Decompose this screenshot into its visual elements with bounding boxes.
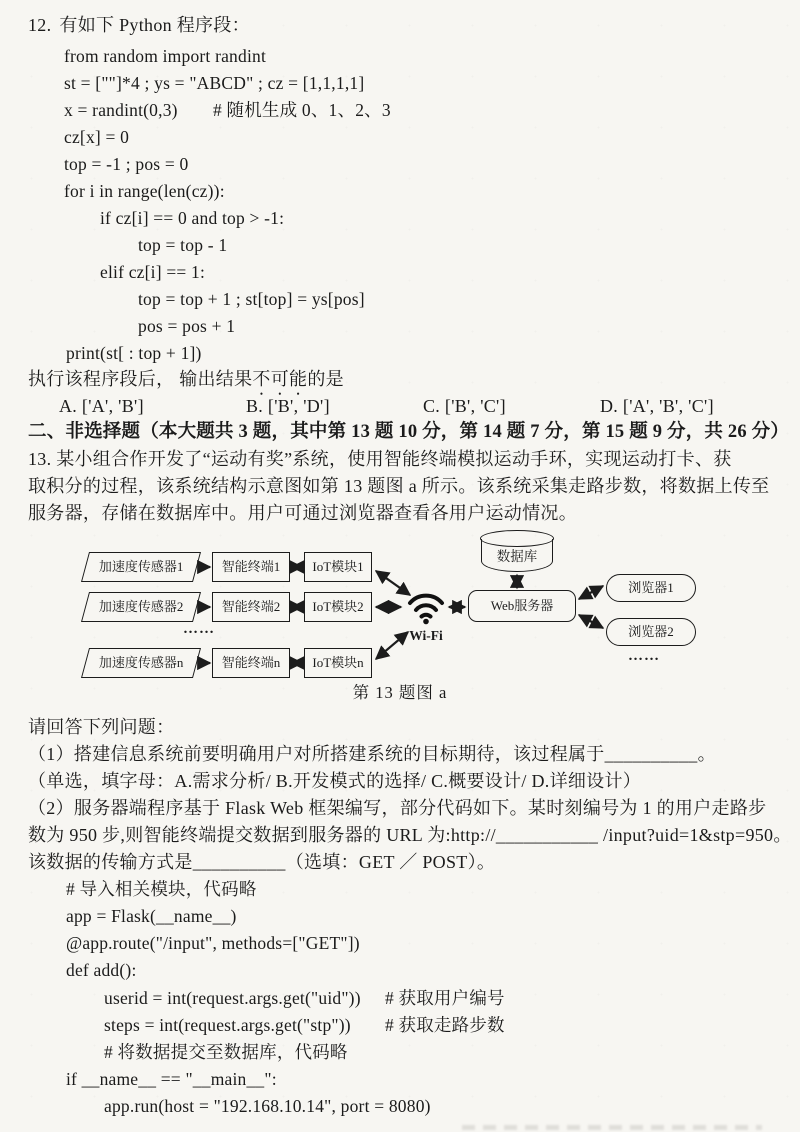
terminal-node: 智能终端2 — [212, 592, 290, 622]
question-12-heading — [28, 14, 250, 36]
flask-code-line: app.run(host = "192.168.10.14", port = 8080) — [104, 1096, 431, 1116]
option-b: B. ['B', 'D'] — [246, 396, 330, 416]
q13-sub-question: 该数据的传输方式是__________（选填：GET ／ POST）。 — [28, 852, 496, 872]
system-diagram — [0, 528, 800, 704]
code-comment: # 随机生成 0、1、2、3 — [213, 100, 391, 120]
code-comment: # 获取用户编号 — [385, 988, 505, 1008]
stem-text: 执行该程序段后， 输出结果 — [28, 369, 253, 389]
sensor-label: 加速度传感器2 — [98, 599, 184, 614]
stem-emphasis: 不可能 — [252, 369, 308, 389]
code-line: x = randint(0,3) — [64, 100, 178, 120]
code-line: st = [""]*4 ; ys = "ABCD" ; cz = [1,1,1,1] — [64, 73, 365, 93]
code-line: for i in range(len(cz)): — [64, 181, 225, 201]
stem-text: 的是 — [307, 369, 344, 389]
flask-code-line: # 导入相关模块，代码略 — [66, 879, 257, 899]
flask-code-line: app = Flask(__name__) — [66, 906, 237, 926]
q13-intro-line: 服务器，存储在数据库中。用户可通过浏览器查看各用户运动情况。 — [28, 503, 577, 523]
code-line: if cz[i] == 0 and top > -1: — [100, 208, 285, 228]
flask-code-line: userid = int(request.args.get("uid")) — [104, 988, 361, 1008]
option-d: D. ['A', 'B', 'C'] — [600, 396, 714, 416]
ellipsis: …… — [183, 621, 215, 637]
q13-sub-question: （2）服务器端程序基于 Flask Web 框架编写，部分代码如下。某时刻编号为 1 的用户走路步 — [28, 798, 767, 818]
q13-prompt: 请回答下列问题： — [28, 717, 175, 737]
flask-code-line: @app.route("/input", methods=["GET"]) — [66, 933, 360, 953]
code-line: print(st[ : top + 1]) — [66, 343, 202, 363]
option-c: C. ['B', 'C'] — [423, 396, 506, 416]
option-a: A. ['A', 'B'] — [59, 396, 144, 416]
iot-module-node: IoT模块2 — [304, 592, 372, 622]
q13-sub-question: （1）搭建信息系统前要明确用户对所搭建系统的目标期待，该过程属于__________。 — [28, 744, 716, 764]
sensor-node — [81, 552, 201, 582]
flask-code-line: if __name__ == "__main__": — [66, 1069, 277, 1089]
diagram-caption: 第 13 题图 a — [352, 683, 448, 702]
question-12-number: 12. — [28, 15, 52, 35]
iot-module-node: IoT模块n — [304, 648, 372, 678]
terminal-node: 智能终端n — [212, 648, 290, 678]
terminal-node: 智能终端1 — [212, 552, 290, 582]
q13-intro-line: 13. 某小组合作开发了“运动有奖”系统，使用智能终端模拟运动手环，实现运动打卡、获 — [28, 449, 732, 469]
scan-artifact — [462, 1125, 762, 1130]
code-line: top = -1 ; pos = 0 — [64, 154, 189, 174]
code-line: cz[x] = 0 — [64, 127, 130, 147]
q13-sub-question: 数为 950 步,则智能终端提交数据到服务器的 URL 为:http://___________ /input?uid=1&stp=950。 — [28, 825, 792, 845]
section-2-header: 二、非选择题（本大题共 3 题，其中第 13 题 10 分，第 14 题 7 分，第 15 题 9 分，共 26 分） — [28, 422, 790, 442]
sensor-node — [81, 592, 201, 622]
wifi-icon — [406, 590, 446, 626]
q13-intro-line: 取积分的过程，该系统结构示意图如第 13 题图 a 所示。该系统采集走路步数，将数据上传至 — [28, 476, 770, 496]
browser-node: 浏览器1 — [606, 574, 696, 602]
ellipsis: …… — [628, 648, 660, 664]
code-comment: # 获取走路步数 — [385, 1015, 505, 1035]
browser-node: 浏览器2 — [606, 618, 696, 646]
sensor-label: 加速度传感器1 — [98, 559, 184, 574]
code-line: pos = pos + 1 — [138, 316, 236, 336]
code-line: from random import randint — [64, 46, 267, 66]
web-server-node: Web服务器 — [468, 590, 576, 622]
question-12-intro: 有如下 Python 程序段： — [59, 15, 250, 35]
wifi-label: Wi-Fi — [409, 628, 443, 643]
code-line: top = top + 1 ; st[top] = ys[pos] — [138, 289, 365, 309]
flask-code-line: steps = int(request.args.get("stp")) — [104, 1015, 351, 1035]
code-line: top = top - 1 — [138, 235, 228, 255]
q13-sub-question: （单选，填字母：A.需求分析/ B.开发模式的选择/ C.概要设计/ D.详细设计） — [28, 771, 642, 791]
code-line: elif cz[i] == 1: — [100, 262, 206, 282]
database-cylinder — [481, 539, 553, 572]
database-label: 数据库 — [496, 549, 538, 564]
sensor-label: 加速度传感器n — [98, 655, 184, 670]
iot-module-node: IoT模块1 — [304, 552, 372, 582]
sensor-node — [81, 648, 201, 678]
flask-code-line: def add(): — [66, 960, 137, 980]
flask-code-line: # 将数据提交至数据库，代码略 — [104, 1042, 348, 1062]
